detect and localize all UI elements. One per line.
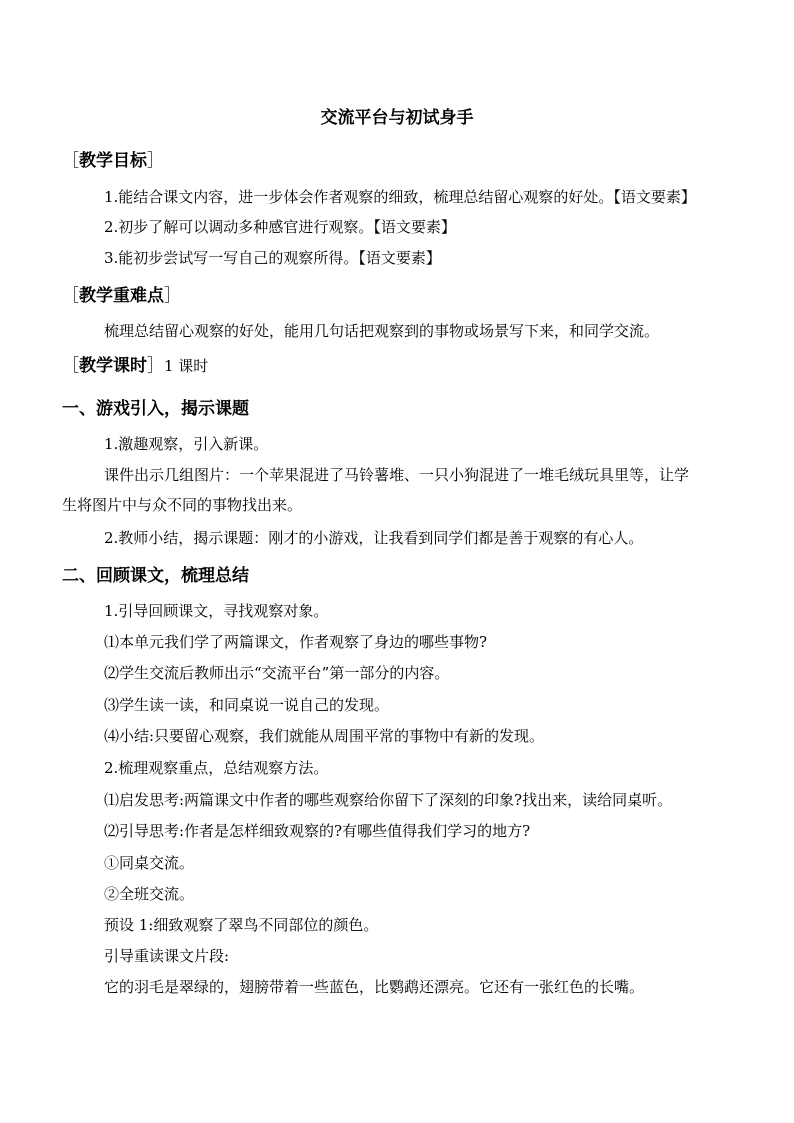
part2-line-6: 2.梳理观察重点，总结观察方法。	[104, 759, 329, 777]
page-title: 交流平台与初试身手	[320, 108, 474, 128]
part2-line-7: ⑴启发思考:两篇课文中作者的哪些观察给你留下了深刻的印象?找出来，读给同桌听。	[104, 791, 673, 809]
objectives-heading-text: 教学目标	[79, 151, 147, 171]
part2-line-8: ⑵引导思考:作者是怎样细致观察的?有哪些值得我们学习的地方?	[104, 822, 531, 840]
key-points-heading	[62, 283, 181, 309]
part2-line-4: ⑶学生读一读，和同桌说一说自己的发现。	[104, 696, 390, 714]
lesson-time-bracket-open: ［	[62, 356, 79, 376]
part2-line-12: 引导重读课文片段:	[104, 947, 230, 965]
part2-line-13: 它的羽毛是翠绿的，翅膀带着一些蓝色，比鹦鹉还漂亮。它还有一张红色的长嘴。	[104, 978, 645, 996]
part2-heading: 二、回顾课文，梳理总结	[62, 566, 249, 586]
objective-item-1: 1.能结合课文内容，进一步体会作者观察的细致，梳理总结留心观察的好处。【语文要素】	[104, 188, 696, 206]
part1-line-2: 课件出示几组图片：一个苹果混进了马铃薯堆、一只小狗混进了一堆毛绒玩具里等，让学	[104, 466, 690, 484]
lesson-time-value: 1 课时	[164, 357, 209, 375]
objectives-heading	[62, 148, 164, 174]
part2-line-1: 1.引导回顾课文，寻找观察对象。	[104, 602, 329, 620]
part2-line-3: ⑵学生交流后教师出示“交流平台”第一部分的内容。	[104, 664, 450, 682]
part1-line-4: 2.教师小结，揭示课题：刚才的小游戏，让我看到同学们都是善于观察的有心人。	[104, 529, 644, 547]
lesson-time-heading-text: 教学课时	[79, 356, 147, 376]
part1-line-3: 生将图片中与众不同的事物找出来。	[62, 496, 303, 514]
lesson-time-heading	[62, 353, 208, 379]
objective-item-3: 3.能初步尝试写一写自己的观察所得。【语文要素】	[104, 249, 441, 267]
key-points-text: 梳理总结留心观察的好处，能用几句话把观察到的事物或场景写下来，和同学交流。	[104, 322, 660, 340]
part2-line-5: ⑷小结:只要留心观察，我们就能从周围平常的事物中有新的发现。	[104, 727, 545, 745]
part2-line-10: ②全班交流。	[104, 885, 195, 903]
objective-item-2: 2.初步了解可以调动多种感官进行观察。【语文要素】	[104, 218, 456, 236]
objectives-bracket-open: ［	[62, 151, 79, 171]
part2-line-9: ①同桌交流。	[104, 854, 195, 872]
part2-line-2: ⑴本单元我们学了两篇课文，作者观察了身边的哪些事物?	[104, 633, 488, 651]
key-points-bracket-close: ］	[164, 286, 181, 306]
part2-line-11: 预设 1:细致观察了翠鸟不同部位的颜色。	[104, 916, 379, 934]
part1-line-1: 1.激趣观察，引入新课。	[104, 435, 269, 453]
key-points-bracket-open: ［	[62, 286, 79, 306]
part1-heading: 一、游戏引入，揭示课题	[62, 399, 249, 419]
objectives-bracket-close: ］	[147, 151, 164, 171]
key-points-heading-text: 教学重难点	[79, 286, 164, 306]
lesson-time-bracket-close: ］	[147, 356, 164, 376]
